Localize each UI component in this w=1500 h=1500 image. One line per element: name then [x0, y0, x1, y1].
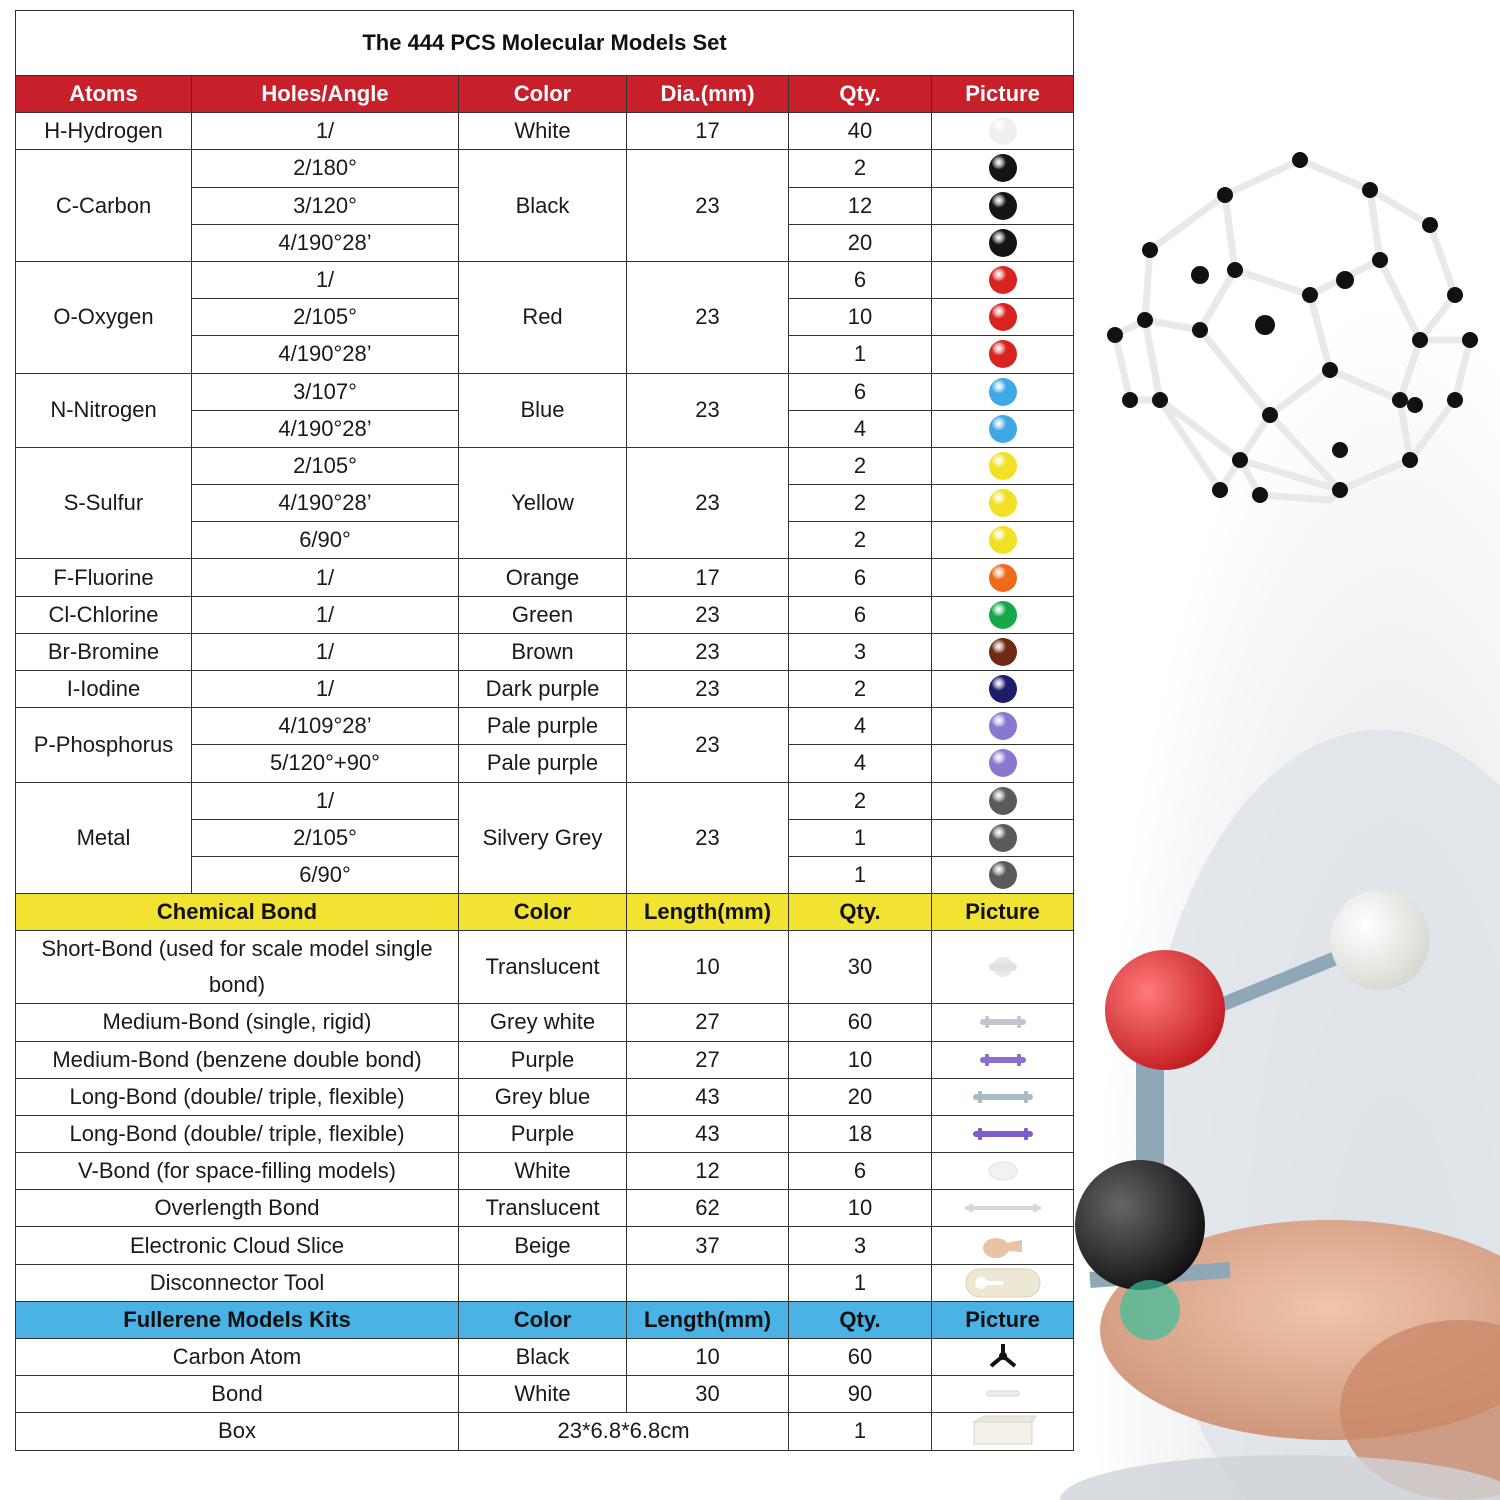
fullerene-name: Bond: [16, 1376, 459, 1413]
atom-picture: [932, 150, 1074, 187]
atom-qty: 4: [789, 745, 932, 782]
fullerene-header-cell: Qty.: [789, 1301, 932, 1338]
atom-holes: 2/105°: [192, 299, 459, 336]
atom-ball-icon: [986, 339, 1020, 369]
atom-ball-icon: [986, 302, 1020, 332]
atom-qty: 2: [789, 671, 932, 708]
box-size: 23*6.8*6.8cm: [459, 1413, 789, 1450]
bond-qty: 6: [789, 1153, 932, 1190]
atom-picture: [932, 336, 1074, 373]
disconnector-tool-icon: [963, 1266, 1043, 1300]
atom-ball-icon: [986, 563, 1020, 593]
atom-diameter: 23: [627, 782, 789, 894]
table-title: The 444 PCS Molecular Models Set: [16, 11, 1074, 76]
medium-bond-grey-icon: [978, 1007, 1028, 1037]
bond-picture: [932, 1153, 1074, 1190]
atom-ball-icon: [986, 786, 1020, 816]
atom-ball-icon: [986, 488, 1020, 518]
bond-picture: [932, 1190, 1074, 1227]
atom-qty: 4: [789, 708, 932, 745]
bond-qty: 1: [789, 1264, 932, 1301]
bond-qty: 20: [789, 1078, 932, 1115]
table-row: [16, 1190, 1074, 1227]
atom-ball-icon: [986, 451, 1020, 481]
atom-picture: [932, 113, 1074, 150]
atom-holes: 1/: [192, 782, 459, 819]
atom-diameter: 23: [627, 150, 789, 262]
atom-picture: [932, 559, 1074, 596]
atom-picture: [932, 596, 1074, 633]
table-row: [16, 1004, 1074, 1041]
atom-qty: 2: [789, 447, 932, 484]
atom-holes: 5/120°+90°: [192, 745, 459, 782]
long-bond-purple-icon: [971, 1119, 1035, 1149]
box-icon: [970, 1414, 1036, 1448]
bond-qty: 60: [789, 1004, 932, 1041]
atom-holes: 2/105°: [192, 819, 459, 856]
atom-picture: [932, 261, 1074, 298]
bonds-header-cell: Qty.: [789, 894, 932, 931]
atom-picture: [932, 485, 1074, 522]
atom-picture: [932, 410, 1074, 447]
atom-qty: 1: [789, 819, 932, 856]
atom-picture: [932, 782, 1074, 819]
bond-name: Long-Bond (double/ triple, flexible): [16, 1078, 459, 1115]
atom-ball-icon: [986, 116, 1020, 146]
fullerene-name: Carbon Atom: [16, 1339, 459, 1376]
atom-name: N-Nitrogen: [16, 373, 192, 447]
atom-ball-icon: [986, 600, 1020, 630]
atom-picture: [932, 708, 1074, 745]
bond-name: Short-Bond (used for scale model single bond): [16, 931, 459, 1004]
atom-qty: 20: [789, 224, 932, 261]
bond-name: Electronic Cloud Slice: [16, 1227, 459, 1264]
atom-name: Cl-Chlorine: [16, 596, 192, 633]
bond-name: Medium-Bond (single, rigid): [16, 1004, 459, 1041]
atom-name: H-Hydrogen: [16, 113, 192, 150]
atom-qty: 12: [789, 187, 932, 224]
atom-qty: 2: [789, 485, 932, 522]
bond-color: [459, 1264, 627, 1301]
bond-name: Medium-Bond (benzene double bond): [16, 1041, 459, 1078]
fullerene-header-cell: Picture: [932, 1301, 1074, 1338]
atom-name: O-Oxygen: [16, 261, 192, 373]
atom-ball-icon: [986, 191, 1020, 221]
atoms-header-cell: Color: [459, 76, 627, 113]
table-row: [16, 1115, 1074, 1152]
bond-qty: 30: [789, 931, 932, 1004]
atom-picture: [932, 299, 1074, 336]
bond-picture: [932, 1264, 1074, 1301]
bond-name: Overlength Bond: [16, 1190, 459, 1227]
atom-picture: [932, 373, 1074, 410]
atom-holes: 4/190°28’: [192, 485, 459, 522]
atom-diameter: 23: [627, 261, 789, 373]
bond-name: V-Bond (for space-filling models): [16, 1153, 459, 1190]
bonds-header-cell: Chemical Bond: [16, 894, 459, 931]
atom-qty: 6: [789, 373, 932, 410]
atom-ball-icon: [986, 377, 1020, 407]
atom-diameter: 23: [627, 596, 789, 633]
table-row: [16, 1227, 1074, 1264]
atom-ball-icon: [986, 525, 1020, 555]
fullerene-header-cell: Color: [459, 1301, 627, 1338]
atom-color: Red: [459, 261, 627, 373]
atom-ball-icon: [986, 748, 1020, 778]
atom-color: Pale purple: [459, 745, 627, 782]
carbon-connector-icon: [986, 1342, 1020, 1372]
fullerene-color: White: [459, 1376, 627, 1413]
atom-qty: 3: [789, 633, 932, 670]
bond-color: Purple: [459, 1115, 627, 1152]
box-qty: 1: [789, 1413, 932, 1450]
bonds-header-cell: Length(mm): [627, 894, 789, 931]
table-row: [16, 373, 1074, 410]
table-row: [16, 633, 1074, 670]
v-bond-icon: [983, 1156, 1023, 1186]
bond-color: Translucent: [459, 1190, 627, 1227]
table-row: [16, 782, 1074, 819]
atom-picture: [932, 671, 1074, 708]
atom-qty: 2: [789, 522, 932, 559]
bond-qty: 10: [789, 1190, 932, 1227]
atom-ball-icon: [986, 823, 1020, 853]
atom-color: Blue: [459, 373, 627, 447]
table-row: [16, 11, 1074, 76]
atom-holes: 1/: [192, 261, 459, 298]
atom-diameter: 23: [627, 373, 789, 447]
atom-color: Green: [459, 596, 627, 633]
atom-color: White: [459, 113, 627, 150]
fullerene-length: 30: [627, 1376, 789, 1413]
atom-qty: 6: [789, 261, 932, 298]
atom-qty: 4: [789, 410, 932, 447]
bond-color: Grey blue: [459, 1078, 627, 1115]
atom-picture: [932, 522, 1074, 559]
table-row: [16, 894, 1074, 931]
bond-length: 27: [627, 1041, 789, 1078]
atom-qty: 1: [789, 336, 932, 373]
bond-color: Grey white: [459, 1004, 627, 1041]
atom-ball-icon: [986, 860, 1020, 890]
atom-holes: 3/107°: [192, 373, 459, 410]
table-row: [16, 671, 1074, 708]
bond-color: Beige: [459, 1227, 627, 1264]
atoms-header-cell: Holes/Angle: [192, 76, 459, 113]
atom-ball-icon: [986, 637, 1020, 667]
bonds-header-cell: Picture: [932, 894, 1074, 931]
short-bond-icon: [983, 952, 1023, 982]
atom-holes: 2/105°: [192, 447, 459, 484]
fullerene-picture: [932, 1376, 1074, 1413]
atom-name: Br-Bromine: [16, 633, 192, 670]
atom-name: S-Sulfur: [16, 447, 192, 559]
atom-name: Metal: [16, 782, 192, 894]
overlength-bond-icon: [961, 1193, 1045, 1223]
bond-picture: [932, 1078, 1074, 1115]
fullerene-picture: [932, 1339, 1074, 1376]
atom-picture: [932, 447, 1074, 484]
atoms-header-cell: Picture: [932, 76, 1074, 113]
atom-picture: [932, 745, 1074, 782]
atom-diameter: 17: [627, 559, 789, 596]
atom-qty: 2: [789, 150, 932, 187]
box-picture: [932, 1413, 1074, 1450]
fullerene-color: Black: [459, 1339, 627, 1376]
atom-holes: 4/109°28’: [192, 708, 459, 745]
fullerene-length: 10: [627, 1339, 789, 1376]
atom-name: C-Carbon: [16, 150, 192, 262]
fullerene-qty: 60: [789, 1339, 932, 1376]
atom-holes: 1/: [192, 633, 459, 670]
atom-ball-icon: [986, 153, 1020, 183]
atom-ball-icon: [986, 228, 1020, 258]
atom-qty: 40: [789, 113, 932, 150]
atoms-header-cell: Dia.(mm): [627, 76, 789, 113]
atom-holes: 6/90°: [192, 522, 459, 559]
fullerene-header-cell: Fullerene Models Kits: [16, 1301, 459, 1338]
atom-color: Pale purple: [459, 708, 627, 745]
table-row: [16, 1413, 1074, 1450]
atom-picture: [932, 819, 1074, 856]
table-row: [16, 113, 1074, 150]
atom-name: I-Iodine: [16, 671, 192, 708]
atom-color: Brown: [459, 633, 627, 670]
atom-ball-icon: [986, 414, 1020, 444]
table-row: [16, 708, 1074, 745]
bond-picture: [932, 1041, 1074, 1078]
bond-picture: [932, 931, 1074, 1004]
bond-qty: 18: [789, 1115, 932, 1152]
atom-holes: 3/120°: [192, 187, 459, 224]
atom-qty: 2: [789, 782, 932, 819]
table-row: [16, 1153, 1074, 1190]
atom-name: P-Phosphorus: [16, 708, 192, 782]
fullerene-qty: 90: [789, 1376, 932, 1413]
atom-qty: 1: [789, 856, 932, 893]
atom-diameter: 23: [627, 708, 789, 782]
atom-holes: 4/190°28’: [192, 224, 459, 261]
box-name: Box: [16, 1413, 459, 1450]
molecular-models-spec-table: [15, 10, 1074, 1451]
bond-length: 43: [627, 1078, 789, 1115]
atom-color: Orange: [459, 559, 627, 596]
table-row: [16, 1078, 1074, 1115]
atom-color: Yellow: [459, 447, 627, 559]
atom-name: F-Fluorine: [16, 559, 192, 596]
atoms-header-cell: Atoms: [16, 76, 192, 113]
atom-holes: 1/: [192, 671, 459, 708]
bond-length: 10: [627, 931, 789, 1004]
table-row: [16, 1376, 1074, 1413]
atom-diameter: 23: [627, 447, 789, 559]
atom-color: Silvery Grey: [459, 782, 627, 894]
atom-diameter: 17: [627, 113, 789, 150]
bond-picture: [932, 1227, 1074, 1264]
atom-holes: 6/90°: [192, 856, 459, 893]
bond-length: 27: [627, 1004, 789, 1041]
fullerene-header-cell: Length(mm): [627, 1301, 789, 1338]
table-row: [16, 559, 1074, 596]
atom-diameter: 23: [627, 633, 789, 670]
bond-length: [627, 1264, 789, 1301]
atom-diameter: 23: [627, 671, 789, 708]
atom-color: Black: [459, 150, 627, 262]
atom-holes: 2/180°: [192, 150, 459, 187]
table-row: [16, 1264, 1074, 1301]
atom-color: Dark purple: [459, 671, 627, 708]
long-bond-greyblue-icon: [971, 1082, 1035, 1112]
bond-length: 62: [627, 1190, 789, 1227]
bond-name: Long-Bond (double/ triple, flexible): [16, 1115, 459, 1152]
atom-ball-icon: [986, 674, 1020, 704]
atoms-header-cell: Qty.: [789, 76, 932, 113]
atom-picture: [932, 633, 1074, 670]
bond-picture: [932, 1004, 1074, 1041]
table-row: [16, 596, 1074, 633]
bonds-header-cell: Color: [459, 894, 627, 931]
atom-holes: 4/190°28’: [192, 336, 459, 373]
bond-name: Disconnector Tool: [16, 1264, 459, 1301]
table-row: [16, 1041, 1074, 1078]
electron-cloud-icon: [978, 1231, 1028, 1261]
bond-qty: 3: [789, 1227, 932, 1264]
table-row: [16, 261, 1074, 298]
table-row: [16, 447, 1074, 484]
white-bond-icon: [983, 1379, 1023, 1409]
atom-holes: 1/: [192, 559, 459, 596]
bond-color: White: [459, 1153, 627, 1190]
table-row: [16, 76, 1074, 113]
atom-holes: 1/: [192, 596, 459, 633]
bond-length: 43: [627, 1115, 789, 1152]
atom-picture: [932, 224, 1074, 261]
atom-ball-icon: [986, 711, 1020, 741]
atom-picture: [932, 856, 1074, 893]
bond-qty: 10: [789, 1041, 932, 1078]
table-row: [16, 1339, 1074, 1376]
atom-ball-icon: [986, 265, 1020, 295]
atom-holes: 1/: [192, 113, 459, 150]
bond-picture: [932, 1115, 1074, 1152]
medium-bond-purple-icon: [978, 1045, 1028, 1075]
table-row: [16, 150, 1074, 187]
atom-qty: 10: [789, 299, 932, 336]
bond-color: Translucent: [459, 931, 627, 1004]
atom-holes: 4/190°28’: [192, 410, 459, 447]
atom-picture: [932, 187, 1074, 224]
bond-color: Purple: [459, 1041, 627, 1078]
table-row: [16, 931, 1074, 1004]
table-row: [16, 1301, 1074, 1338]
bond-length: 37: [627, 1227, 789, 1264]
atom-qty: 6: [789, 559, 932, 596]
bond-length: 12: [627, 1153, 789, 1190]
atom-qty: 6: [789, 596, 932, 633]
